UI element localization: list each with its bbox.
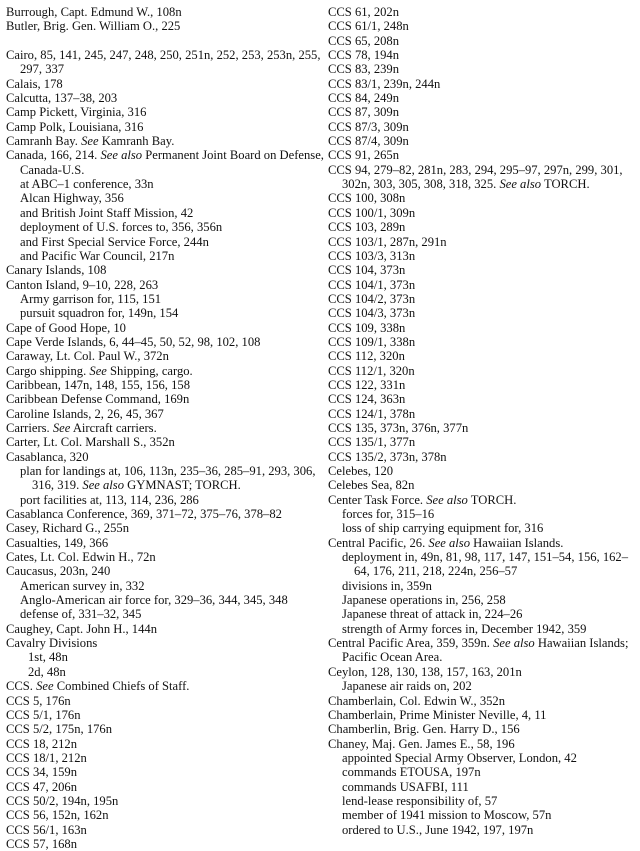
entry-text: Cates, Lt. Col. Edwin H., 72n [6, 550, 156, 565]
entry-text: Celebes, 120 [328, 464, 394, 478]
index-entry [328, 665, 636, 679]
index-entry [328, 62, 636, 76]
entry-text: Chaney, Maj. Gen. James E., 58, 196 [328, 736, 515, 751]
see-reference-target: Combined Chiefs of Staff. [56, 679, 190, 694]
index-entry [328, 321, 636, 335]
entry-text: Cairo, 85, 141, 245, 247, 248, 250, 251n, 252, 253, 253n, 255, 297, 337 [6, 48, 321, 77]
entry-text: and First Special Service Force, 244n [20, 234, 209, 249]
index-column-left [6, 5, 324, 851]
entry-text: CCS 61, 202n [328, 5, 400, 19]
index-subentry [328, 622, 636, 636]
index-entry [6, 77, 324, 91]
index-entry [6, 808, 324, 822]
entry-text: CCS 135/2, 373n, 378n [328, 449, 447, 464]
entry-text: CCS 65, 208n [328, 33, 400, 48]
entry-text: defense of, 331–32, 345 [20, 607, 142, 622]
index-entry [6, 392, 324, 406]
see-reference-label: See also [428, 535, 471, 550]
index-entry [6, 5, 324, 19]
index-subentry [6, 650, 324, 664]
entry-text: 1st, 48n [28, 650, 68, 665]
index-entry [328, 235, 636, 249]
index-entry [6, 91, 324, 105]
entry-text: CCS 34, 159n [6, 765, 78, 780]
index-subentry [6, 235, 324, 249]
index-entry [328, 708, 636, 722]
index-entry [328, 392, 636, 406]
index-subentry [6, 191, 324, 205]
see-reference-target: GYMNAST; TORCH. [127, 478, 241, 493]
entry-text: Anglo-American air force for, 329–36, 344, 345, 348 [20, 593, 288, 608]
index-subentry [328, 751, 636, 765]
entry-text: CCS 84, 249n [328, 91, 400, 106]
entry-text: Alcan Highway, 356 [20, 191, 124, 206]
index-entry [328, 91, 636, 105]
see-reference-label: See also [426, 492, 468, 507]
index-entry [328, 306, 636, 320]
entry-text: CCS 50/2, 194n, 195n [6, 793, 119, 808]
index-entry [6, 335, 324, 349]
index-subentry [6, 249, 324, 263]
index-subentry [6, 607, 324, 621]
index-entry [328, 364, 636, 378]
entry-text: CCS 18, 212n [6, 736, 78, 751]
entry-text: Japanese air raids on, 202 [342, 679, 472, 694]
entry-text: CCS 83, 239n [328, 62, 400, 77]
entry-text: member of 1941 mission to Moscow, 57n [342, 808, 552, 823]
index-subentry [328, 679, 636, 693]
index-entry [328, 148, 636, 162]
entry-text: American survey in, 332 [20, 578, 145, 593]
index-entry [328, 349, 636, 363]
entry-text: deployment of U.S. forces to, 356, 356n [20, 220, 223, 235]
entry-text: and British Joint Staff Mission, 42 [20, 205, 194, 220]
entry-text: Caribbean Defense Command, 169n [6, 392, 190, 407]
see-reference-label: See also [499, 177, 542, 192]
entry-text: Caucasus, 203n, 240 [6, 564, 111, 579]
index-entry [328, 694, 636, 708]
index-entry [328, 134, 636, 148]
entry-text: deployment in, 49n, 81, 98, 117, 147, 151–54, 156, 162–64, 176, 211, 218, 224n, 256–57 [342, 550, 629, 579]
entry-text: CCS 109/1, 338n [328, 334, 416, 349]
entry-text: CCS 135, 373n, 376n, 377n [328, 420, 469, 435]
index-entry [328, 435, 636, 449]
index-entry [328, 378, 636, 392]
see-reference-label: See also [493, 636, 535, 651]
entry-text: divisions in, 359n [342, 578, 432, 593]
index-subentry [6, 665, 324, 679]
entry-text: Caughey, Capt. John H., 144n [6, 621, 157, 636]
index-entry [328, 120, 636, 134]
entry-text: port facilities at, 113, 114, 236, 286 [20, 492, 199, 507]
see-reference-label: See also [100, 148, 143, 163]
see-reference-label: See [89, 363, 107, 378]
entry-text: lend-lease responsibility of, 57 [342, 793, 498, 808]
entry-text: CCS. [6, 679, 33, 694]
entry-text: commands ETOUSA, 197n [342, 765, 481, 780]
entry-text: CCS 103/3, 313n [328, 248, 416, 263]
entry-text: CCS 100/1, 309n [328, 205, 416, 220]
entry-text: plan for landings at, 106, 113n, 235–36, 285–91, 293, 306, 316, 319. [20, 464, 316, 493]
index-entry [6, 765, 324, 779]
entry-text: Camranh Bay. [6, 134, 78, 149]
see-reference-label: See [52, 420, 71, 435]
entry-text: CCS 124/1, 378n [328, 406, 416, 421]
entry-text: Casey, Richard G., 255n [6, 521, 129, 536]
index-entry [328, 249, 636, 263]
index-entry [328, 421, 636, 435]
entry-text: CCS 5/1, 176n [6, 707, 81, 722]
entry-text: CCS 104/1, 373n [328, 277, 416, 292]
entry-text: CCS 124, 363n [328, 392, 406, 407]
index-entry [6, 364, 324, 378]
entry-text: CCS 122, 331n [328, 377, 406, 392]
entry-text: CCS 5, 176n [6, 693, 71, 708]
index-subentry [328, 593, 636, 607]
index-subentry [328, 823, 636, 837]
see-reference-target: Hawaiian Islands; Pacific Ocean Area. [342, 636, 629, 665]
entry-text: Canada, 166, 214. [6, 148, 98, 163]
index-entry [6, 780, 324, 794]
index-entry [6, 751, 324, 765]
entry-text: Butler, Brig. Gen. William O., 225 [6, 19, 181, 34]
entry-text: Chamberlain, Prime Minister Neville, 4, 11 [328, 707, 547, 722]
index-entry [328, 263, 636, 277]
index-entry [328, 19, 636, 33]
index-entry [6, 679, 324, 693]
entry-text: 2d, 48n [28, 664, 66, 679]
entry-text: Ceylon, 128, 130, 138, 157, 163, 201n [328, 664, 522, 679]
index-subentry [328, 794, 636, 808]
index-entry [6, 507, 324, 521]
entry-text: CCS 112, 320n [328, 349, 405, 364]
entry-text: CCS 87/4, 309n [328, 134, 409, 149]
index-entry [6, 450, 324, 464]
entry-text: Caroline Islands, 2, 26, 45, 367 [6, 406, 164, 421]
entry-text: pursuit squadron for, 149n, 154 [20, 306, 179, 321]
index-entry [6, 148, 324, 177]
index-entry [6, 694, 324, 708]
index-entry [6, 737, 324, 751]
index-entry [6, 521, 324, 535]
index-subentry [328, 808, 636, 822]
entry-text: at ABC–1 conference, 33n [20, 177, 154, 192]
index-subentry [6, 177, 324, 191]
entry-text: CCS 91, 265n [328, 148, 400, 163]
entry-text: CCS 78, 194n [328, 48, 400, 63]
index-subentry [6, 593, 324, 607]
see-reference-label: See [36, 679, 54, 694]
entry-text: CCS 47, 206n [6, 779, 78, 794]
entry-text: CCS 61/1, 248n [328, 19, 409, 34]
entry-text: Casualties, 149, 366 [6, 535, 109, 550]
entry-text: CCS 109, 338n [328, 320, 406, 335]
index-entry [6, 722, 324, 736]
index-entry [6, 550, 324, 564]
index-subentry [328, 521, 636, 535]
entry-text: Casablanca, 320 [6, 449, 89, 464]
entry-text: Caraway, Lt. Col. Paul W., 372n [6, 349, 169, 364]
index-entry [328, 77, 636, 91]
entry-text: CCS 94, 279–82, 281n, 283, 294, 295–97, 297n, 299, 301, 302n, 303, 305, 308, 318, 325. [328, 162, 623, 192]
entry-text: Army garrison for, 115, 151 [20, 291, 162, 306]
index-entry [6, 708, 324, 722]
index-entry [328, 478, 636, 492]
index-subentry [6, 493, 324, 507]
entry-text: CCS 87, 309n [328, 105, 400, 120]
index-subentry [328, 765, 636, 779]
index-entry [328, 292, 636, 306]
entry-text: Carter, Lt. Col. Marshall S., 352n [6, 435, 175, 450]
entry-text: Caribbean, 147n, 148, 155, 156, 158 [6, 377, 190, 392]
index-entry [6, 636, 324, 650]
index-entry [6, 837, 324, 851]
entry-text: CCS 56/1, 163n [6, 822, 87, 837]
entry-text: CCS 103, 289n [328, 220, 406, 235]
index-entry [328, 163, 636, 192]
entry-text: Carriers. [6, 420, 50, 435]
index-entry [6, 263, 324, 277]
index-entry [328, 407, 636, 421]
entry-text: CCS 112/1, 320n [328, 363, 415, 378]
index-entry [6, 105, 324, 119]
index-entry [6, 378, 324, 392]
see-reference-target: Hawaiian Islands. [473, 535, 564, 550]
entry-text: CCS 104, 373n [328, 263, 406, 278]
index-gap [6, 34, 324, 48]
entry-text: Calais, 178 [6, 76, 63, 91]
entry-text: CCS 87/3, 309n [328, 119, 409, 134]
entry-text: strength of Army forces in, December 1942, 359 [342, 621, 587, 636]
index-entry [328, 220, 636, 234]
entry-text: loss of ship carrying equipment for, 316 [342, 521, 544, 536]
entry-text: CCS 104/3, 373n [328, 306, 416, 321]
entry-text: CCS 135/1, 377n [328, 435, 416, 450]
index-entry [6, 823, 324, 837]
see-reference-label: See [81, 134, 99, 149]
index-subentry [328, 507, 636, 521]
entry-text: Central Pacific, 26. [328, 535, 426, 550]
entry-text: Chamberlain, Col. Edwin W., 352n [328, 693, 506, 708]
index-entry [6, 19, 324, 33]
see-reference-target: Permanent Joint Board on Defense, Canada-U.S. [20, 148, 324, 177]
index-entry [6, 407, 324, 421]
index-subentry [6, 579, 324, 593]
index-entry [6, 120, 324, 134]
entry-text: Calcutta, 137–38, 203 [6, 91, 118, 106]
index-entry [328, 737, 636, 751]
entry-text: Celebes Sea, 82n [328, 478, 415, 493]
entry-text: CCS 5/2, 175n, 176n [6, 722, 113, 737]
entry-text: Chamberlin, Brig. Gen. Harry D., 156 [328, 722, 520, 737]
index-entry [6, 349, 324, 363]
entry-text: Cavalry Divisions [6, 636, 98, 651]
index-subentry [328, 579, 636, 593]
entry-text: Canary Islands, 108 [6, 263, 107, 278]
index-subentry [328, 550, 636, 579]
index-entry [6, 622, 324, 636]
entry-text: CCS 103/1, 287n, 291n [328, 234, 447, 249]
entry-text: Cargo shipping. [6, 363, 87, 378]
entry-text: Canton Island, 9–10, 228, 263 [6, 277, 159, 292]
entry-text: Camp Pickett, Virginia, 316 [6, 105, 147, 120]
index-entry [6, 536, 324, 550]
index-entry [328, 464, 636, 478]
entry-text: and Pacific War Council, 217n [20, 248, 175, 263]
index-entry [6, 278, 324, 292]
index-subentry [6, 306, 324, 320]
index-entry [6, 564, 324, 578]
see-reference-target: Kamranh Bay. [101, 134, 175, 149]
index-entry [328, 493, 636, 507]
entry-text: CCS 57, 168n [6, 836, 78, 851]
entry-text: forces for, 315–16 [342, 507, 435, 522]
entry-text: commands USAFBI, 111 [342, 779, 469, 794]
index-entry [328, 5, 636, 19]
index-subentry [6, 206, 324, 220]
see-reference-target: TORCH. [470, 492, 517, 507]
index-subentry [328, 607, 636, 621]
entry-text: Burrough, Capt. Edmund W., 108n [6, 5, 182, 19]
index-entry [328, 636, 636, 665]
index-subentry [328, 780, 636, 794]
index-entry [328, 191, 636, 205]
index-entry [328, 48, 636, 62]
entry-text: Central Pacific Area, 359, 359n. [328, 636, 490, 651]
index-entry [328, 105, 636, 119]
see-reference-target: Aircraft carriers. [72, 420, 157, 435]
index-entry [6, 794, 324, 808]
see-reference-label: See also [82, 478, 125, 493]
index-entry [328, 536, 636, 550]
index-entry [328, 278, 636, 292]
index-entry [328, 34, 636, 48]
entry-text: appointed Special Army Observer, London, 42 [342, 750, 577, 765]
entry-text: ordered to U.S., June 1942, 197, 197n [342, 822, 534, 837]
entry-text: CCS 104/2, 373n [328, 291, 416, 306]
see-reference-target: TORCH. [543, 177, 590, 192]
index-entry [6, 48, 324, 77]
entry-text: CCS 56, 152n, 162n [6, 808, 109, 823]
index-entry [328, 450, 636, 464]
entry-text: CCS 18/1, 212n [6, 750, 87, 765]
entry-text: Casablanca Conference, 369, 371–72, 375–76, 378–82 [6, 507, 282, 522]
index-subentry [6, 220, 324, 234]
index-entry [6, 321, 324, 335]
index-entry [6, 421, 324, 435]
entry-text: Camp Polk, Louisiana, 316 [6, 119, 144, 134]
index-entry [328, 206, 636, 220]
entry-text: CCS 100, 308n [328, 191, 406, 206]
index-column-right [328, 5, 636, 837]
index-subentry [6, 464, 324, 493]
index-subentry [6, 292, 324, 306]
index-entry [6, 435, 324, 449]
entry-text: Center Task Force. [328, 492, 424, 507]
entry-text: Cape Verde Islands, 6, 44–45, 50, 52, 98, 102, 108 [6, 334, 261, 349]
entry-text: Japanese threat of attack in, 224–26 [342, 607, 523, 622]
entry-text: Japanese operations in, 256, 258 [342, 593, 506, 608]
entry-text: CCS 83/1, 239n, 244n [328, 76, 441, 91]
see-reference-target: Shipping, cargo. [110, 363, 193, 378]
index-entry [6, 134, 324, 148]
index-entry [328, 722, 636, 736]
index-entry [328, 335, 636, 349]
entry-text: Cape of Good Hope, 10 [6, 320, 126, 335]
